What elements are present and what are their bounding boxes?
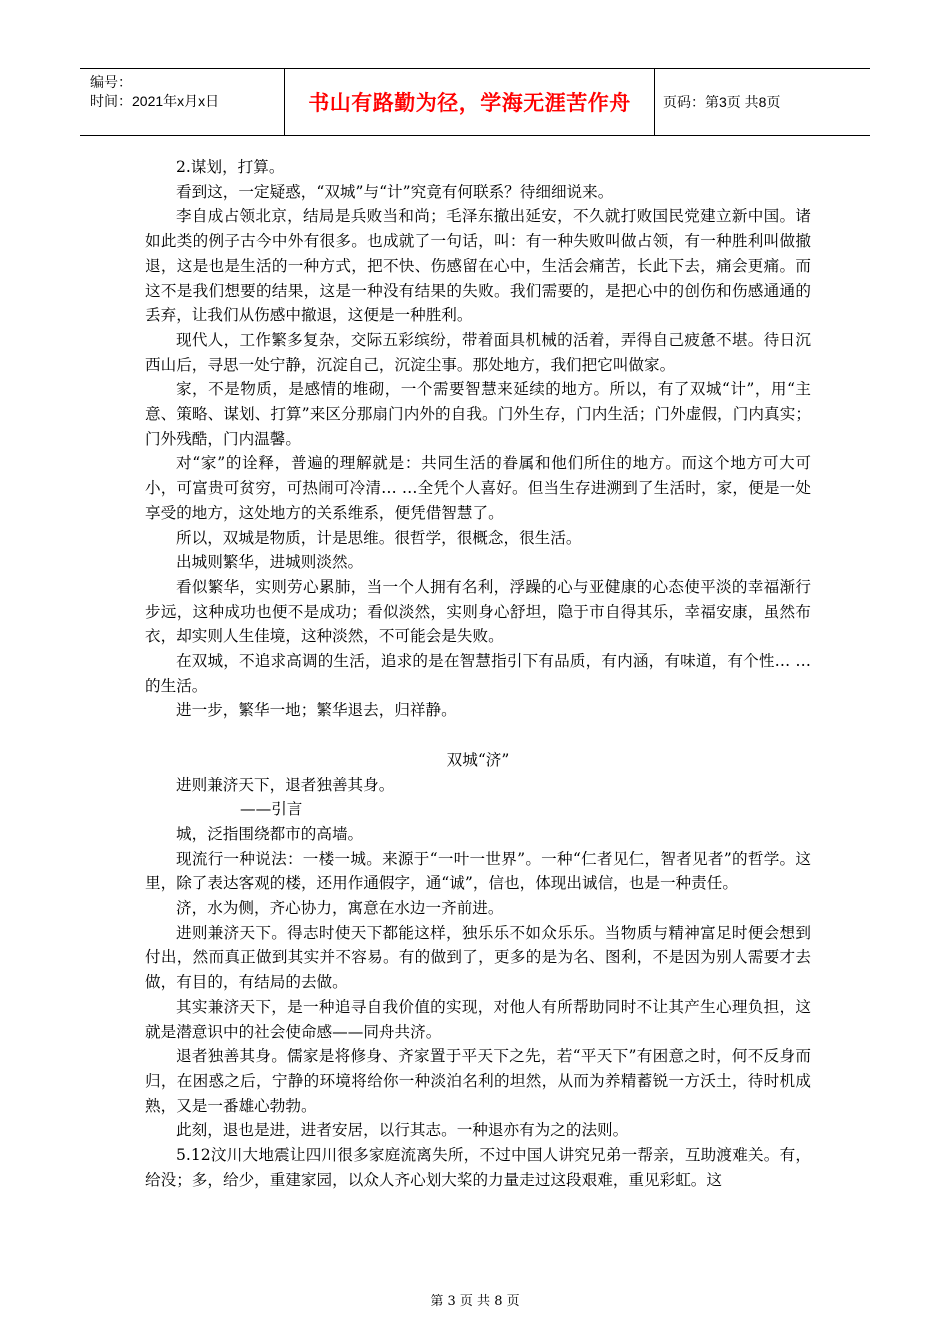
header-page-cell: [655, 69, 870, 135]
header-meta: [80, 69, 285, 135]
motto: 书山有路勤为径，学海无涯苦作舟: [308, 92, 631, 115]
header-motto-cell: [285, 69, 655, 135]
paragraph: 进则兼济天下。得志时使天下都能这样，独乐乐不如众乐乐。当物质与精神富足时便会想到付出，然而真正做到其实并不容易。有的做到了，更多的是为名、图利，不是因为别人需要才去做，有目的，有结局的去做。: [145, 923, 811, 992]
paragraph: 2.谋划，打算。: [176, 158, 285, 176]
paragraph: 进一步，繁华一地；繁华退去，归祥静。: [176, 701, 457, 720]
section-title: 双城“济”: [446, 750, 510, 769]
document-body: [145, 155, 811, 1193]
quote-attribution: ——引言: [240, 800, 303, 819]
paragraph: 5.12汶川大地震让四川很多家庭流离失所，不过中国人讲究兄弟一帮亲，互助渡难关。有，给没；多，给少，重建家园，以众人齐心划大桨的力量走过这段艰难，重见彩虹。这: [145, 1146, 811, 1189]
paragraph: 现流行一种说法：一楼一城。来源于“一叶一世界”。一种“仁者见仁，智者见者”的哲学。这里，除了表达客观的楼，还用作通假字，通“诚”，信也，体现出诚信，也是一种责任。: [145, 849, 811, 893]
paragraph: 家，不是物质，是感情的堆砌，一个需要智慧来延续的地方。所以，有了双城“计”，用“主意、策略、谋划、打算”来区分那扇门内外的自我。门外生存，门内生活；门外虚假，门内真实；门外残酷，门内温馨。: [145, 380, 811, 448]
page-label: 页码：第3页 共8页: [663, 94, 781, 110]
page-header: [80, 68, 870, 136]
paragraph: 在双城，不追求高调的生活，追求的是在智慧指引下有品质，有内涵，有味道，有个性… …的生活。: [145, 652, 811, 695]
paragraph: 现代人，工作繁多复杂，交际五彩缤纷，带着面具机械的活着，弄得自己疲惫不堪。待日沉西山后，寻思一处宁静，沉淀自己，沉淀尘事。那处地方，我们把它叫做家。: [145, 330, 811, 374]
paragraph: 退者独善其身。儒家是将修身、齐家置于平天下之先，若“平天下”有困意之时，何不反身而归，在困惑之后，宁静的环境将给你一种淡泊名利的坦然，从而为养精蓄锐一方沃土，待时机成熟，又是一番雄心勃勃。: [145, 1047, 811, 1115]
paragraph: 出城则繁华，进城则淡然。: [176, 553, 364, 572]
doc-number-label: 编号：: [90, 74, 132, 90]
paragraph: 此刻，退也是进，进者安居，以行其志。一种退亦有为之的法则。: [176, 1121, 629, 1140]
quote: 进则兼济天下，退者独善其身。: [176, 775, 395, 794]
paragraph: 看似繁华，实则劳心累肺，当一个人拥有名利，浮躁的心与亚健康的心态使平淡的幸福渐行步远，这种成功也便不是成功；看似淡然，实则身心舒坦，隐于市自得其乐，幸福安康，虽然布衣，却实则人生佳境，这种淡然，不可能会是失败。: [145, 577, 811, 646]
paragraph: 看到这，一定疑惑，“双城”与“计”究竟有何联系？待细细说来。: [176, 182, 614, 201]
paragraph: 所以，双城是物质，计是思维。很哲学，很概念，很生活。: [176, 528, 582, 547]
paragraph: 其实兼济天下，是一种追寻自我价值的实现，对他人有所帮助同时不让其产生心理负担，这就是潜意识中的社会使命感——同舟共济。: [145, 997, 811, 1041]
paragraph: 对“家”的诠释，普遍的理解就是：共同生活的眷属和他们所住的地方。而这个地方可大可小，可富贵可贫穷，可热闹可冷清… …全凭个人喜好。但当生存进溯到了生活时，家，便是一处享受的地方，这处地方的关系维系，便凭借智慧了。: [145, 454, 811, 522]
date-label: 时间：2021年x月x日: [90, 93, 220, 109]
page-footer: 第 3 页 共 8 页: [430, 1294, 520, 1309]
paragraph: 城，泛指围绕都市的高墙。: [176, 824, 364, 843]
paragraph: 济，水为侧，齐心协力，寓意在水边一齐前进。: [176, 899, 504, 918]
paragraph: 李自成占领北京，结局是兵败当和尚；毛泽东撤出延安，不久就打败国民党建立新中国。诸如此类的例子古今中外有很多。也成就了一句话，叫：有一种失败叫做占领，有一种胜利叫做撤退，这是也是生活的一种方式，把不快、伤感留在心中，生活会痛苦，长此下去，痛会更痛。而这不是我们想要的结果，这是一种没有结果的失败。我们需要的，是把心中的创伤和伤感通通的丢弃，让我们从伤感中撤退，这便是一种胜利。: [145, 207, 811, 325]
